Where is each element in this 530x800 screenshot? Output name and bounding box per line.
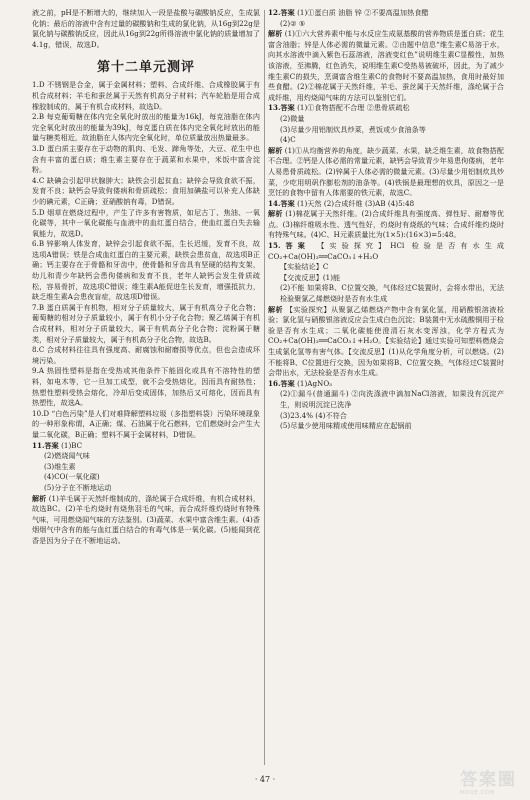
analysis-text: (1)①从均衡营养的角度，缺少蔬菜、水果，缺乏维生素，故食物搭配不合理。②钙是人体必需的常量元素，缺钙会导致青少年易患佝偻病，老年人易患骨质疏松。(2)锌属于人体必需的微量元素。(3)尽量少用铝制炊具炒菜，少吃用明矾作膨松剂的油条等。(4)铁锅是最理想的炊具，原因之一是烹饪的食物中留有人体需要的铁元素，故选C。 bbox=[268, 145, 504, 198]
answer-line: (1)①食物搭配不合理 ②患骨质疏松 bbox=[297, 103, 410, 113]
answer-7: 7.B 蛋白质属于有机物，相对分子质量较大，属于有机高分子化合物；葡萄糖的相对分子质量较小，属于有机小分子化合物；聚乙烯属于有机合成材料，相对分子质量较大，属于有机高分子化合物；淀粉属于糖类，相对分子质量较大，属于有机高分子化合物，故选B。 bbox=[32, 302, 260, 344]
right-column bbox=[268, 8, 504, 768]
analysis-text: (1)棉花属于天然纤维。(2)合成纤维具有强度高、弹性好、耐磨等优点。(3)棉纤维吸水性、透气性好，灼烧时有烧纸的气味；合成纤维灼烧时有特殊气味。(4)C、H元素质量比为(1×5):(16×3)=5:48。 bbox=[268, 209, 504, 240]
analysis-label: 解析 bbox=[268, 304, 284, 314]
answer-line: (5)尽量少使用味精或使用味精应在起锅前 bbox=[280, 421, 412, 431]
answer-label: 16.答案 bbox=[268, 378, 295, 388]
answer-line: (5)分子在不断地运动 bbox=[44, 482, 112, 492]
analysis-label: 解析 bbox=[268, 145, 283, 155]
answer-1: 1.D 不锈钢是合金，属于金属材料；塑料、合成纤维、合成橡胶属于有机合成材料；羊毛和蚕丝属于天然有机高分子材料；汽车轮胎是用合成橡胶制成的，属于有机合成材料，故选D。 bbox=[32, 80, 260, 111]
analysis-label: 解析 bbox=[268, 209, 283, 219]
answer-3: 3.D 蛋白质主要存在于动物的肌肉、毛发、蹄角等处，大豆、花生中也含有丰富的蛋白质；维生素主要存在于蔬菜和水果中，米饭中富含淀粉。 bbox=[32, 143, 260, 175]
answer-line: (3)维生素 bbox=[44, 461, 76, 471]
answer-4: 4.C 缺碘会引起甲状腺肿大；缺铁会引起贫血；缺锌会导致食欲不振，发育不良；缺钙会导致佝偻病和骨质疏松；食用加碘盐可以补充人体缺少的碘元素，C正确；亚硝酸钠有毒，D错误。 bbox=[32, 175, 260, 206]
analysis-text: (1)①六大营养素中能与水反应生成氨基酸的营养物质是蛋白质；花生富含油脂；锌是人体必需的微量元素。②由题中信息“维生素C易溶于水，向其水溶液中滴入紫色石蕊溶液，溶液变红色”说明维生素C显酸性，加热该溶液，至沸腾，红色消失，说明维生素C受热易被破坏，因此，为了减少维生素C的损失，烹调富含维生素C的食物时不要高温加热，食用时最好加些食醋。(2)②棉花属于天然纤维，羊毛、蚕丝属于天然纤维，涤纶属于合成纤维，用灼烧闻气味的方法可以鉴别它们。 bbox=[268, 29, 504, 102]
answer-line: (1)①蛋白质 油脂 锌 ②不要高温加热食醋 bbox=[297, 8, 429, 17]
answer-5: 5.D 烟草在燃烧过程中，产生了许多有害物质，如尼古丁、焦油、一氧化碳等，其中一氧化碳能与血液中的血红蛋白结合，使血红蛋白失去输氧能力，故选D。 bbox=[32, 207, 260, 238]
analysis-text: 【实验探究】从聚氯乙烯燃烧产物中含有氯化氢，用硝酸银溶液检验；氯化氢与硝酸银溶液反应会生成白色沉淀；B装置中无水硫酸铜用于检验是否有水生成；二氧化碳能使澄清石灰水变浑浊，化学方程式为CO₂+Ca(OH)₂══CaCO₃↓+H₂O。【实验结论】通过实验可知塑料燃烧会生成氯化氢等有害气体。【交流反思】(1)从化学角度分析，可以燃烧。(2)不能将B、C位置进行交换，因为如果将B、C位置交换，气体经过C装置时会带出水，无法检验是否有水生成。 bbox=[268, 304, 504, 378]
answer-line: (1)AgNO₃ bbox=[297, 378, 333, 388]
column-divider bbox=[264, 10, 265, 765]
answer-line: (3)尽量少用铝制炊具炒菜，煮饭或少食油条等 bbox=[280, 124, 426, 134]
continued-text: 液之前，pH是不断增大的，继续加入一段是盐酸与碳酸钠反应，生成氯化钠；最后的溶液中含有过量的碳酸钠和生成的氯化钠，从16g到22g是氯化钠与碳酸钠反应，因此从16g到22g所得溶液中氯化钠的质量增加了4.1g，错误，故选D。 bbox=[32, 8, 260, 49]
answer-15 bbox=[268, 241, 504, 379]
watermark-text: 答案圈 bbox=[460, 770, 517, 790]
answer-line: (3)23.4% (4)不符合 bbox=[280, 410, 347, 420]
answer-6: 6.B 锌影响人体发育，缺锌会引起食欲不振，生长迟缓，发育不良，故选项A错误；铁是合成血红蛋白的主要元素，缺铁会患贫血，故选项B正确；钙主要存在于骨骼和牙齿中，使骨骼和牙齿具有坚硬的结构支架，幼儿和青少年缺钙会患佝偻病和发育不良，老年人缺钙会发生骨质疏松，容易骨折，故选项C错误；维生素A能促进生长发育，增强抵抗力，缺乏维生素A会患夜盲症，故选项D错误。 bbox=[32, 239, 260, 302]
page-number: · 47 · bbox=[254, 775, 276, 784]
answer-label: 13.答案 bbox=[268, 103, 295, 113]
left-column bbox=[32, 8, 260, 768]
answer-line: (2)② ⑤ bbox=[280, 18, 306, 28]
answer-label: 14.答案 bbox=[268, 198, 295, 208]
section-title: 第十二单元测评 bbox=[96, 60, 195, 76]
answer-label: 11.答案 bbox=[32, 440, 59, 450]
answer-2: 2.B 每克葡萄糖在体内完全氧化时放出的能量为16kJ，每克油脂在体内完全氧化时放出的能量为39kJ，每克蛋白质在体内完全氧化时放出的能量与糖类相近，故油脂在人体内完全氧化时，单位质量放出热量最多。 bbox=[32, 112, 260, 143]
answer-line: 【实验结论】C bbox=[280, 262, 329, 272]
answer-label: 12.答案 bbox=[268, 8, 295, 17]
answer-line: (4)CO(一氧化碳) bbox=[44, 472, 100, 482]
answer-line: (1)天然 (2)合成纤维 (3)AB (4)5:48 bbox=[297, 198, 415, 208]
analysis-label: 解析 bbox=[32, 493, 47, 503]
analysis-text: (1)羊毛属于天然纤维制成的，涤纶属于合成纤维，有机合成材料，故选BC。(2)羊毛灼烧时有烧焦羽毛的气味，而合成纤维灼烧时有特殊气味，可用燃烧闻气味的方法鉴别。(3)蔬菜、水果中富含维生素。(4)香烟烟气中含有的能与血红蛋白结合的有毒气体是一氧化碳。(5)能闻到花香是因为分子在不断地运动。 bbox=[32, 493, 260, 545]
answer-line: (2)燃烧闻气味 bbox=[44, 451, 90, 461]
analysis-label: 解析 bbox=[268, 29, 283, 39]
answer-12 bbox=[268, 8, 504, 103]
answer-line: (2)微量 bbox=[280, 113, 305, 123]
answer-10: 10.D “白色污染”是人们对难降解塑料垃圾（多指塑料袋）污染环境现象的一种形象称谓，A正确；煤、石油属于化石燃料，它们燃烧时会产生大量二氧化碳，B正确；塑料不属于金属材料，D错误。 bbox=[32, 408, 260, 439]
answer-line: 【实验探究】HCl 检验是否有水生成 CO₂+Ca(OH)₂══CaCO₃↓+H₂O bbox=[268, 241, 504, 261]
answer-9: 9.A 热固性塑料是指在受热或其他条件下能固化或具有不溶特性的塑料，如电木等，它一旦加工成型，就不会受热熔化，因而具有耐热性；热塑性塑料受热会熔化，冷却后变成固体，加热后又可熔化，因而具有热塑性，故选A。 bbox=[32, 366, 260, 408]
answer-14 bbox=[268, 199, 504, 241]
watermark-url: MXQE.COM bbox=[460, 790, 495, 796]
answer-11 bbox=[32, 441, 260, 547]
answer-line: (4)C bbox=[280, 135, 296, 145]
answer-line: 【交流反思】(1)能 bbox=[280, 272, 341, 282]
answer-line: (2)①漏斗(普通漏斗) ②向洗涤液中滴加NaCl溶液，如果没有沉淀产生，则说明沉淀已洗净 bbox=[280, 389, 504, 409]
answer-line: (1)BC bbox=[61, 440, 83, 450]
answer-line: (2)不能 如果将B、C位置交换，气体经过C装置时，会将水带出，无法检验聚氯乙烯燃烧时是否有水生成 bbox=[280, 283, 504, 304]
answer-16 bbox=[268, 379, 504, 432]
answer-8: 8.C 合成材料往往具有强度高、耐腐蚀和耐磨损等优点，但也会造成环境污染。 bbox=[32, 345, 260, 365]
answer-label: 15.答案 bbox=[268, 241, 310, 251]
answer-13 bbox=[268, 103, 504, 198]
watermark-logo bbox=[460, 770, 522, 796]
